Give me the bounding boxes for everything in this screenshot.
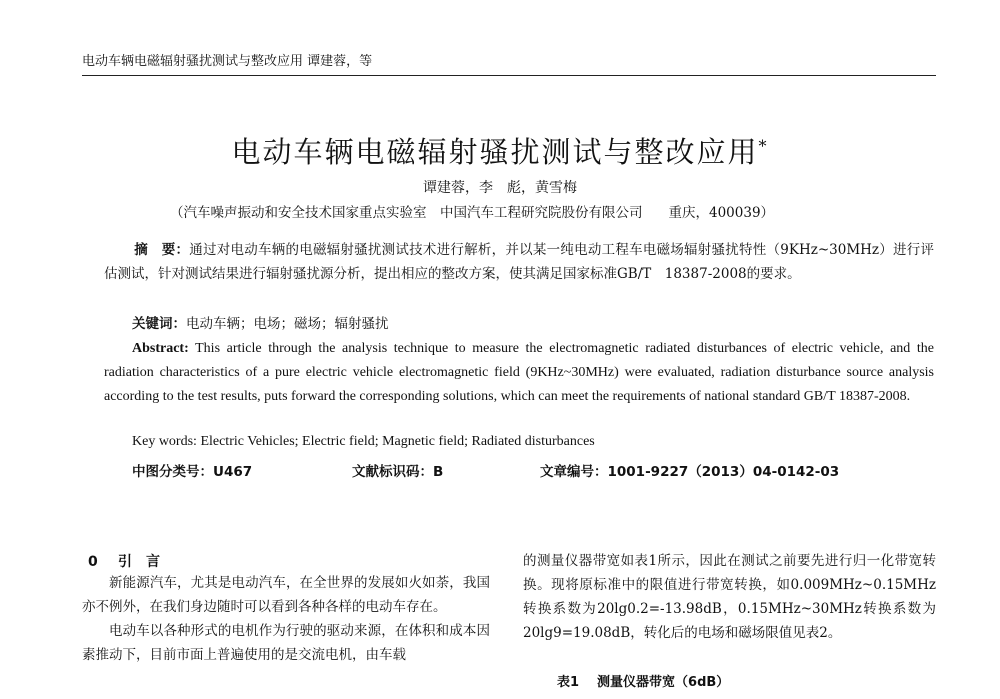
paragraph: 的测量仪器带宽如表1所示，因此在测试之前要先进行归一化带宽转换。现将原标准中的限值进行带宽转换，如0.009MHz~0.15MHz转换系数为20lg0.2=-13.98dB，0.15MHz~30MHz转换系数为20lg9=19.08dB，转化后的电场和磁场限值见表2。 [523,553,936,641]
table-title: 测量仪器带宽（6dB） [597,675,730,690]
abstract-en [104,337,934,409]
right-column [523,549,936,645]
keywords-en-text: Electric Vehicles; Electric field; Magnetic field; Radiated disturbances [200,434,595,449]
paper-title [0,130,1000,171]
paragraph: 电动车以各种形式的电机作为行驶的驱动来源，在体积和成本因素推动下，目前市面上普遍使用的是交流电机，由车载 [82,623,490,663]
keywords-cn-text: 电动车辆；电场；磁场；辐射骚扰 [186,316,389,332]
keywords-en [132,434,595,450]
paragraph: 新能源汽车，尤其是电动汽车，在全世界的发展如火如荼，我国亦不例外，在我们身边随时可以看到各种各样的电动车存在。 [82,575,490,615]
title-text: 电动车辆电磁辐射骚扰测试与整改应用 [231,135,759,169]
clc-number: 中图分类号：U467 [132,464,253,480]
abstract-cn-text: 通过对电动车辆的电磁辐射骚扰测试技术进行解析，并以某一纯电动工程车电磁场辐射骚扰特性（9KHz~30MHz）进行评估测试，针对测试结果进行辐射骚扰源分析，提出相应的整改方案，使其满足国家标准GB/T 18387-2008的要求。 [104,242,935,282]
abstract-cn [104,238,934,286]
section-number: 0 [88,554,98,570]
document-code: 文献标识码：B [352,464,444,480]
authors: 谭建蓉，李 彪，黄雪梅 [423,180,577,196]
abstract-en-label: Abstract: [132,341,189,356]
left-column [82,571,490,667]
affiliation [170,201,774,221]
abstract-cn-label: 摘 要： [134,242,190,258]
keywords-en-label: Key words: [132,434,197,449]
affiliation-org: （汽车噪声振动和安全技术国家重点实验室 中国汽车工程研究院股份有限公司 [170,205,643,221]
section-title: 引 言 [118,554,160,570]
section-heading [88,551,160,571]
affiliation-city: 重庆，400039） [668,205,775,221]
keywords-cn [132,312,389,332]
abstract-en-text: This article through the analysis technique to measure the electromagnetic radiated disturbances of electric vehicle, and the radiation characteristics of a pure electric vehicle electromagnetic field (9KHz~30MHz) were evaluated, radiation disturbance source analysis according to the test results, puts forward the corresponding solutions, which can meet the requirements of national standard GB/T 18387-2008. [104,341,934,404]
table-caption [557,671,729,690]
header-rule [82,75,936,76]
article-number: 文章编号：1001-9227（2013）04-0142-03 [540,464,840,480]
title-footnote-mark: * [758,136,769,156]
running-head: 电动车辆电磁辐射骚扰测试与整改应用 谭建蓉，等 [82,54,373,69]
table-number: 表1 [557,675,580,690]
keywords-cn-label: 关键词： [132,316,186,332]
